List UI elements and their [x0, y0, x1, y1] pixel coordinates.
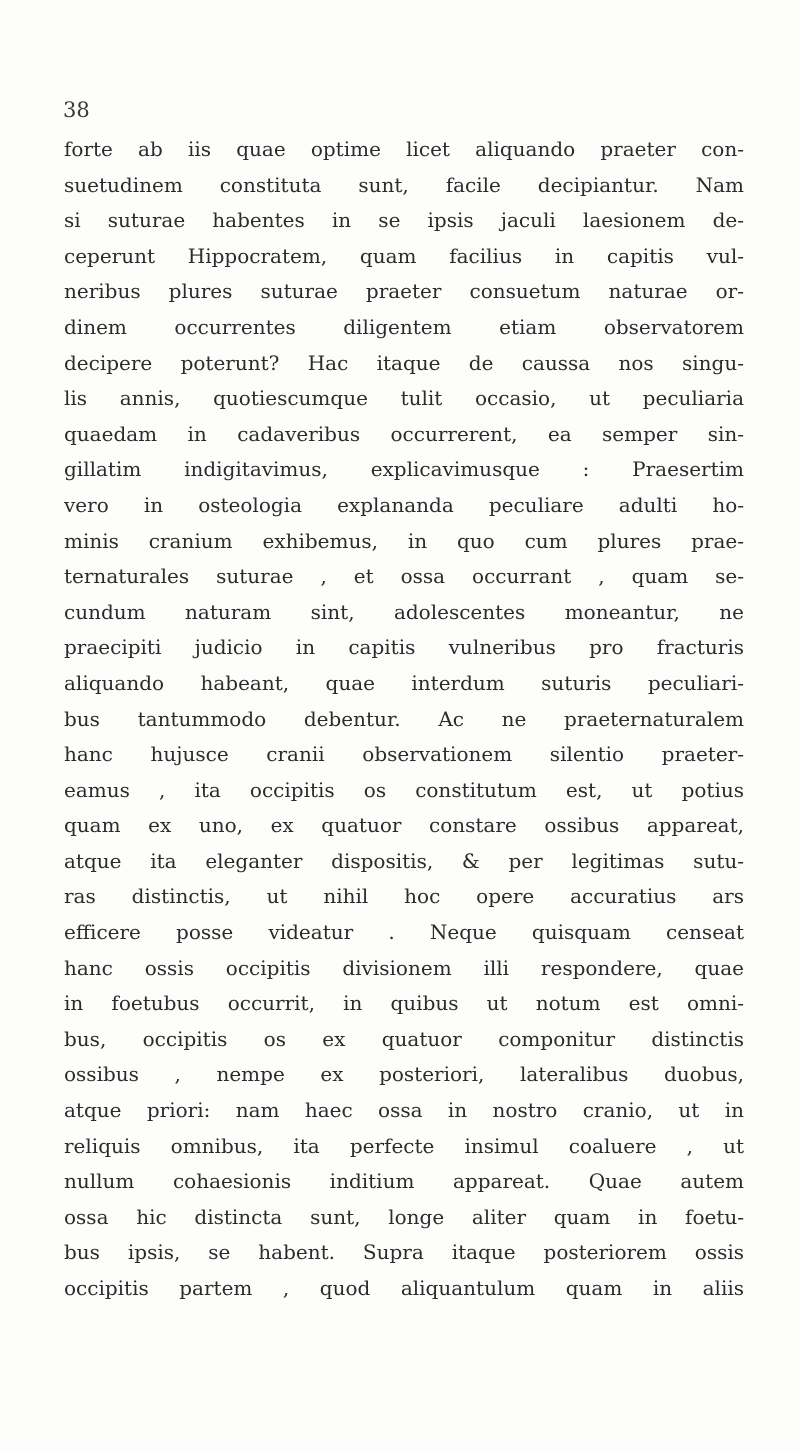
text-line: ossibus , nempe ex posteriori, lateralibus duobus,	[64, 1062, 744, 1087]
text-line: si suturae habentes in se ipsis jaculi laesionem de-	[64, 208, 744, 233]
text-line: quam ex uno, ex quatuor constare ossibus appareat,	[64, 813, 744, 838]
body-text	[64, 132, 744, 1307]
text-line: eamus , ita occipitis os constitutum est, ut potius	[64, 777, 744, 802]
text-line: bus tantummodo debentur. Ac ne praeternaturalem	[64, 706, 744, 731]
text-line: in foetubus occurrit, in quibus ut notum est omni-	[64, 991, 744, 1016]
text-line: decipere poterunt? Hac itaque de caussa nos singu-	[64, 350, 744, 375]
text-line: atque ita eleganter dispositis, & per legitimas sutu-	[64, 848, 744, 873]
text-line: atque priori: nam haec ossa in nostro cranio, ut in	[64, 1098, 744, 1123]
text-line: hanc hujusce cranii observationem silentio praeter-	[64, 742, 744, 767]
text-line: gillatim indigitavimus, explicavimusque : Praesertim	[64, 457, 744, 482]
text-line: bus ipsis, se habent. Supra itaque posteriorem ossis	[64, 1240, 744, 1265]
text-line: nullum cohaesionis inditium appareat. Quae autem	[64, 1169, 744, 1194]
text-line: quaedam in cadaveribus occurrerent, ea semper sin-	[64, 421, 744, 446]
text-line: neribus plures suturae praeter consuetum naturae or-	[64, 279, 744, 304]
text-line: efficere posse videatur . Neque quisquam censeat	[64, 920, 744, 945]
text-line: forte ab iis quae optime licet aliquando praeter con-	[64, 137, 744, 161]
text-line: minis cranium exhibemus, in quo cum plures prae-	[64, 528, 744, 553]
text-line: cundum naturam sint, adolescentes moneantur, ne	[64, 599, 744, 624]
text-line: bus, occipitis os ex quatuor componitur distinctis	[64, 1026, 744, 1051]
text-line: praecipiti judicio in capitis vulneribus pro fracturis	[64, 635, 744, 660]
text-line: reliquis omnibus, ita perfecte insimul coaluere , ut	[64, 1133, 744, 1158]
text-line: aliquando habeant, quae interdum suturis peculiari-	[64, 670, 744, 695]
text-line: occipitis partem , quod aliquantulum quam in aliis	[64, 1276, 744, 1300]
text-line: ras distinctis, ut nihil hoc opere accuratius ars	[64, 884, 744, 909]
page-number: 38	[63, 98, 90, 122]
text-line: lis annis, quotiescumque tulit occasio, ut peculiaria	[64, 386, 744, 411]
text-line: hanc ossis occipitis divisionem illi respondere, quae	[64, 955, 744, 980]
text-line: ternaturales suturae , et ossa occurrant , quam se-	[64, 564, 744, 589]
text-line: ceperunt Hippocratem, quam facilius in capitis vul-	[64, 243, 744, 268]
text-line: vero in osteologia explananda peculiare adulti ho-	[64, 492, 744, 517]
text-line: dinem occurrentes diligentem etiam observatorem	[64, 314, 744, 339]
text-line: suetudinem constituta sunt, facile decipiantur. Nam	[64, 172, 744, 197]
text-line: ossa hic distincta sunt, longe aliter quam in foetu-	[64, 1204, 744, 1229]
